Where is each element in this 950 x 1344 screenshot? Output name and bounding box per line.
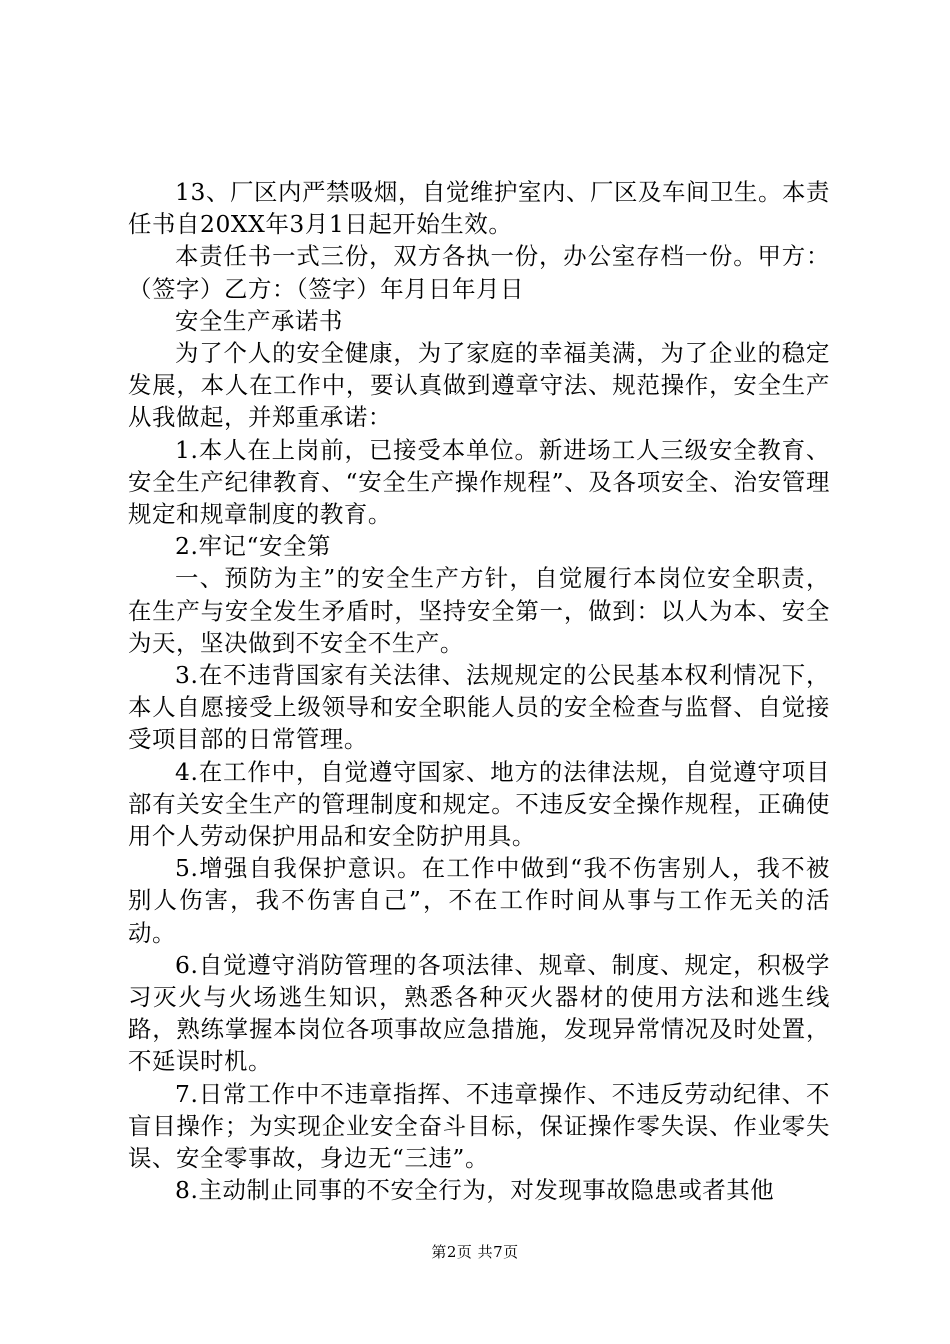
paragraph-pledge-2: 2.牢记“安全第 (175, 532, 332, 561)
paragraph-copies-signatures: 本责任书一式三份，双方各执一份，办公室存档一份。甲方：（签字）乙方：（签字）年月日年月日 (128, 242, 830, 303)
paragraph-pledge-8: 8.主动制止同事的不安全行为，对发现事故隐患或者其他 (175, 1176, 775, 1205)
paragraph-pledge-6: 6.自觉遵守消防管理的各项法律、规章、制度、规定，积极学习灭火与火场逃生知识，熟悉各种灭火器材的使用方法和逃生线路，熟练掌握本岗位各项事故应急措施，发现异常情况及时处置，不延误时机。 (128, 950, 830, 1076)
paragraph-pledge-7: 7.日常工作中不违章指挥、不违章操作、不违反劳动纪律、不盲目操作；为实现企业安全奋斗目标，保证操作零失误、作业零失误、安全零事故，身边无“三违”。 (128, 1079, 830, 1173)
paragraph-pledge-1: 1.本人在上岗前，已接受本单位。新进场工人三级安全教育、安全生产纪律教育、“安全生产操作规程”、及各项安全、治安管理规定和规章制度的教育。 (128, 435, 830, 529)
paragraph-pledge-2-continued: 一、预防为主”的安全生产方针，自觉履行本岗位安全职责，在生产与安全发生矛盾时，坚持安全第一，做到：以人为本、安全为天，坚决做到不安全不生产。 (128, 564, 830, 657)
paragraph-pledge-5: 5.增强自我保护意识。在工作中做到“我不伤害别人，我不被别人伤害，我不伤害自己”，不在工作时间从事与工作无关的活动。 (128, 854, 830, 947)
paragraph-pledge-3: 3.在不违背国家有关法律、法规规定的公民基本权利情况下，本人自愿接受上级领导和安全职能人员的安全检查与监督、自觉接受项目部的日常管理。 (128, 661, 830, 754)
paragraph-pledge-4: 4.在工作中，自觉遵守国家、地方的法律法规，自觉遵守项目部有关安全生产的管理制度和规定。不违反安全操作规程，正确使用个人劳动保护用品和安全防护用具。 (128, 757, 830, 851)
paragraph-pledge-intro: 为了个人的安全健康，为了家庭的幸福美满，为了企业的稳定发展，本人在工作中，要认真做到遵章守法、规范操作，安全生产从我做起，并郑重承诺： (128, 339, 830, 432)
section-title-safety-pledge: 安全生产承诺书 (175, 306, 343, 335)
page-number-footer: 第2页 共7页 (431, 1243, 519, 1261)
document-body (128, 176, 830, 1207)
paragraph-article-13: 13、厂区内严禁吸烟，自觉维护室内、厂区及车间卫生。本责任书自20XX年3月1日起开始生效。 (128, 178, 830, 239)
